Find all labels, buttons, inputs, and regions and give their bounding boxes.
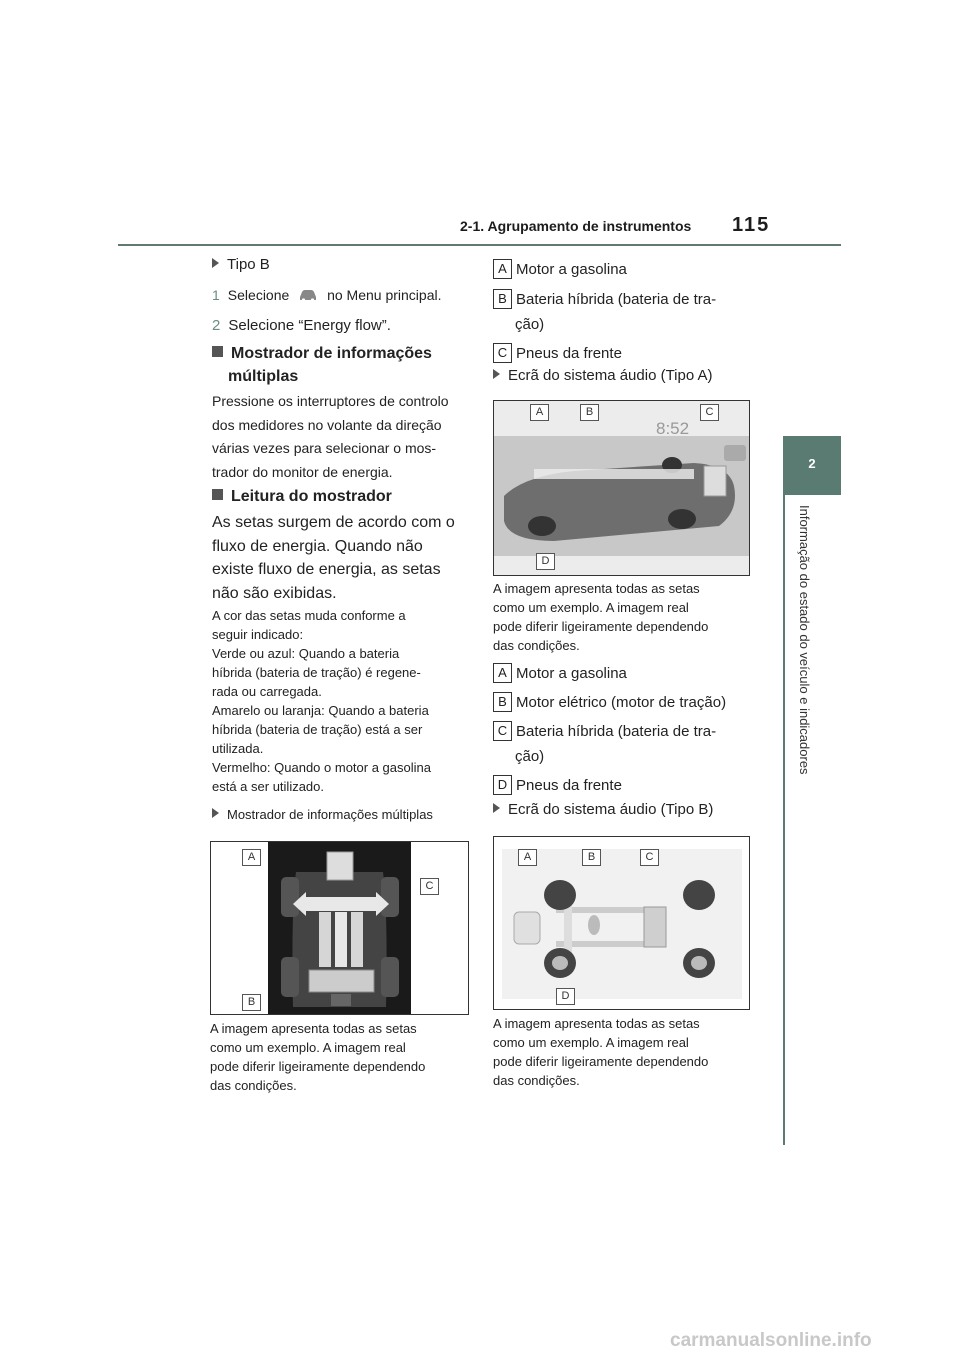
audio-type-a-figure (493, 400, 750, 576)
callout-d: D (536, 553, 555, 570)
callout-b: B (582, 849, 601, 866)
heading-multi-info: Mostrador de informações (212, 342, 432, 366)
callout-c: C (640, 849, 659, 866)
legend-item: B Bateria híbrida (bateria de tra- (493, 287, 716, 312)
chapter-tab-line (783, 495, 785, 1145)
sub-audio-b: Ecrã do sistema áudio (Tipo B) (493, 799, 713, 821)
page-number: 115 (732, 214, 771, 236)
callout-b: B (242, 994, 261, 1011)
legend-item: D Pneus da frente (493, 773, 726, 798)
legend-item: B Motor elétrico (motor de tração) (493, 690, 726, 715)
sub-multi-info: Mostrador de informações múltiplas (212, 807, 433, 822)
step-2: 2 Selecione “Energy flow”. (212, 317, 391, 334)
chapter-number: 2 (808, 456, 816, 471)
triangle-bullet-icon (212, 258, 219, 268)
sub-audio-a: Ecrã do sistema áudio (Tipo A) (493, 365, 713, 387)
callout-b: B (580, 404, 599, 421)
callout-a: A (518, 849, 537, 866)
chapter-title: Informação do estado do veículo e indicadores (797, 505, 812, 775)
car-icon (297, 288, 319, 302)
screen-clock: 8:52 (656, 419, 690, 438)
caption-figure-1: A imagem apresenta todas as setas como um exemplo. A imagem real pode diferir ligeiramente dependendo das condições. (210, 1021, 426, 1093)
triangle-bullet-icon (493, 803, 500, 813)
paragraph-press-switches: Pressione os interruptores de controlo dos medidores no volante da direção várias vezes para selecionar o mos- trador do monitor de energia. (212, 393, 449, 480)
section-title: 2-1. Agrupamento de instrumentos (460, 218, 692, 234)
legend-list-1: A Motor a gasolina B Bateria híbrida (bateria de tra- ção) C Pneus da frente (493, 257, 716, 366)
legend-item: C Bateria híbrida (bateria de tra- (493, 719, 726, 744)
legend-list-2: A Motor a gasolina B Motor elétrico (motor de tração) C Bateria híbrida (bateria de tra- ção) D Pneus da frente (493, 661, 726, 798)
callout-a: A (242, 849, 261, 866)
heading-multi-info-2: múltiplas (228, 368, 299, 385)
step-1: 1 Selecione no Menu principal. (212, 287, 442, 303)
header-divider (118, 244, 841, 246)
callout-d: D (556, 988, 575, 1005)
square-bullet-icon (212, 489, 223, 500)
heading-reading: Leitura do mostrador (212, 485, 392, 509)
triangle-bullet-icon (212, 808, 219, 818)
legend-item: C Pneus da frente (493, 341, 716, 366)
paragraph-arrows: As setas surgem de acordo com o fluxo de energia. Quando não existe fluxo de energia, as setas não são exibidas. (212, 514, 455, 602)
legend-item: A Motor a gasolina (493, 661, 726, 686)
watermark: carmanualsonline.info (670, 1330, 872, 1351)
callout-a: A (530, 404, 549, 421)
legend-item: A Motor a gasolina (493, 257, 716, 282)
audio-type-b-figure (493, 836, 750, 1010)
multi-info-display-figure (210, 841, 469, 1015)
energy-flow-screen-a (494, 401, 749, 575)
callout-c: C (420, 878, 439, 895)
square-bullet-icon (212, 346, 223, 357)
caption-figure-3: A imagem apresenta todas as setas como um exemplo. A imagem real pode diferir ligeiramente dependendo das condições. (493, 1016, 709, 1088)
paragraph-arrow-colors: A cor das setas muda conforme a seguir indicado: Verde ou azul: Quando a bateria híbrida (bateria de tração) é regene- rada ou carregada. Amarelo ou laranja: Quando a bateria híbrida (bateria de tração) está a ser utilizada. Vermelho: Quando o motor a gasolina está a ser utilizado. (212, 608, 431, 794)
triangle-bullet-icon (493, 369, 500, 379)
callout-c: C (700, 404, 719, 421)
energy-flow-illustration (211, 842, 468, 1014)
caption-figure-2: A imagem apresenta todas as setas como um exemplo. A imagem real pode diferir ligeiramente dependendo das condições. (493, 581, 709, 653)
tipo-b-heading: Tipo B (212, 254, 270, 276)
